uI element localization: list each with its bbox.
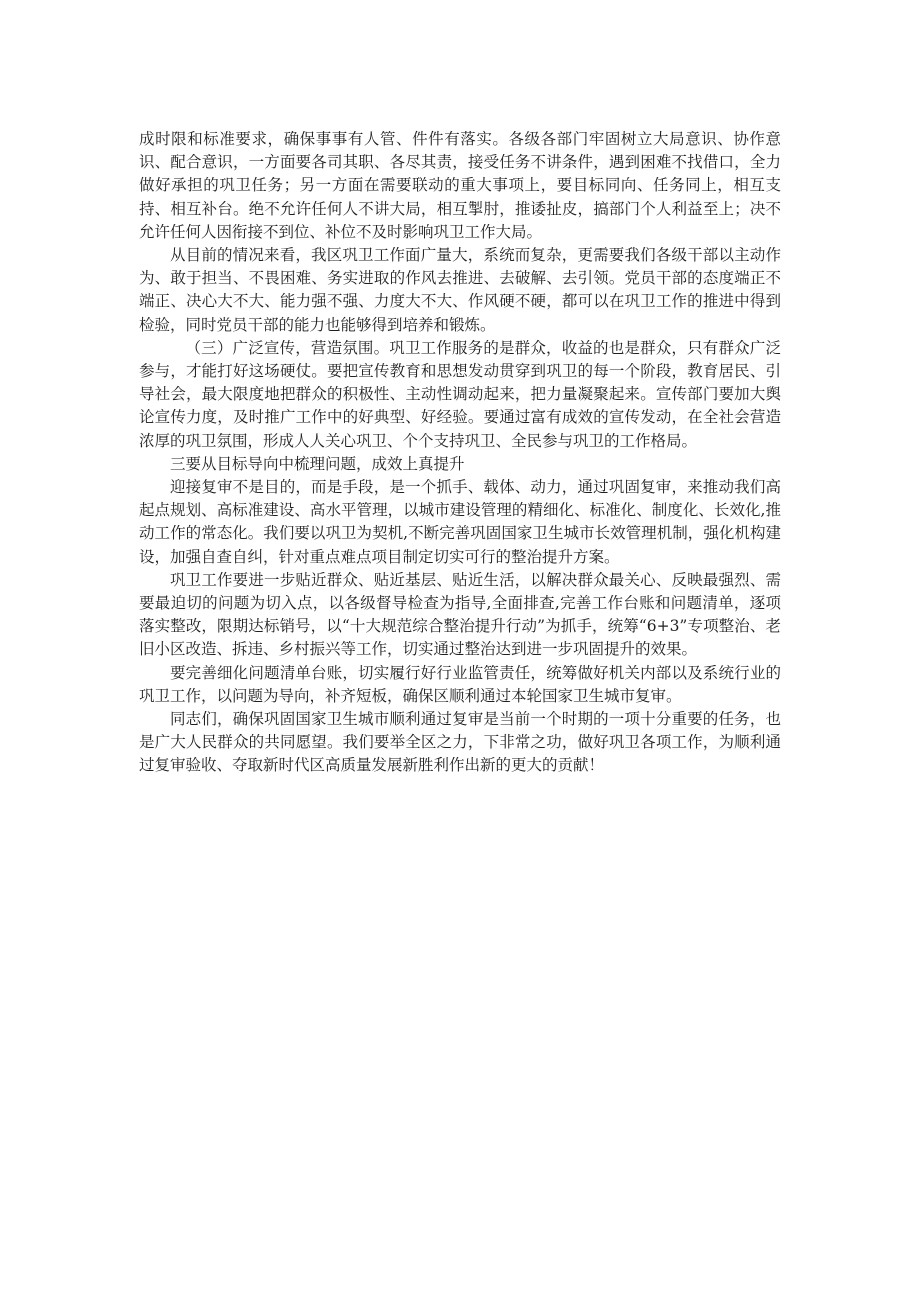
document-body bbox=[139, 128, 781, 778]
paragraph-closing: 同志们，确保巩固国家卫生城市顺利通过复审是当前一个时期的一项十分重要的任务，也是广大人民群众的共同愿望。我们要举全区之力，下非常之功，做好巩卫各项工作，为顺利通过复审验收、夺取新时代区高质量发展新胜利作出新的更大的贡献！ bbox=[139, 710, 781, 775]
paragraph-current-situation: 从目前的情况来看，我区巩卫工作面广量大，系统而复杂，更需要我们各级干部以主动作为、敢于担当、不畏困难、务实进取的作风去推进、去破解、去引领。党员干部的态度端正不端正、决心大不大、能力强不强、力度大不大、作风硬不硬，都可以在巩卫工作的推进中得到检验，同时党员干部的能力也能够得到培养和锻炼。 bbox=[139, 246, 781, 334]
paragraph-review-goal: 迎接复审不是目的，而是手段，是一个抓手、载体、动力，通过巩固复审，来推动我们高起点规划、高标准建设、高水平管理，以城市建设管理的精细化、标准化、制度化、长效化,推动工作的常态化。我们要以巩卫为契机,不断完善巩固国家卫生城市长效管理机制，强化机构建设，加强自查自纠，针对重点难点项目制定切实可行的整治提升方案。 bbox=[139, 478, 781, 566]
paragraph-continuation: 成时限和标准要求，确保事事有人管、件件有落实。各级各部门牢固树立大局意识、协作意识、配合意识，一方面要各司其职、各尽其责，接受任务不讲条件，遇到困难不找借口，全力做好承担的巩卫任务；另一方面在需要联动的重大事项上，要目标同向、任务同上，相互支持、相互补台。绝不允许任何人不讲大局，相互掣肘，推诿扯皮，搞部门个人利益至上；决不允许任何人因衔接不到位、补位不及时影响巩卫工作大局。 bbox=[139, 130, 781, 241]
paragraph-close-to-masses: 巩卫工作要进一步贴近群众、贴近基层、贴近生活，以解决群众最关心、反映最强烈、需要最迫切的问题为切入点，以各级督导检查为指导,全面排查,完善工作台账和问题清单，逐项落实整改，限期达标销号，以“十大规范综合整治提升行动”为抓手，统筹“6+3”专项整治、老旧小区改造、拆违、乡村振兴等工作，切实通过整治达到进一步巩固提升的效果。 bbox=[139, 570, 781, 659]
paragraph-publicity-section: （三）广泛宣传，营造氛围。巩卫工作服务的是群众，收益的也是群众，只有群众广泛参与，才能打好这场硬仗。要把宣传教育和思想发动贯穿到巩卫的每一个阶段，教育居民、引导社会，最大限度地把群众的积极性、主动性调动起来，把力量凝聚起来。宣传部门要加大舆论宣传力度，及时推广工作中的好典型、好经验。要通过富有成效的宣传发动，在全社会营造浓厚的巩卫氛围，形成人人关心巩卫、个个支持巩卫、全民参与巩卫的工作格局。 bbox=[139, 338, 781, 450]
section-heading: 三要从目标导向中梳理问题，成效上真提升 bbox=[170, 454, 465, 473]
paragraph-problem-ledger: 要完善细化问题清单台账，切实履行好行业监管责任，统筹做好机关内部以及系统行业的巩卫工作，以问题为导向，补齐短板，确保区顺利通过本轮国家卫生城市复审。 bbox=[139, 663, 781, 705]
